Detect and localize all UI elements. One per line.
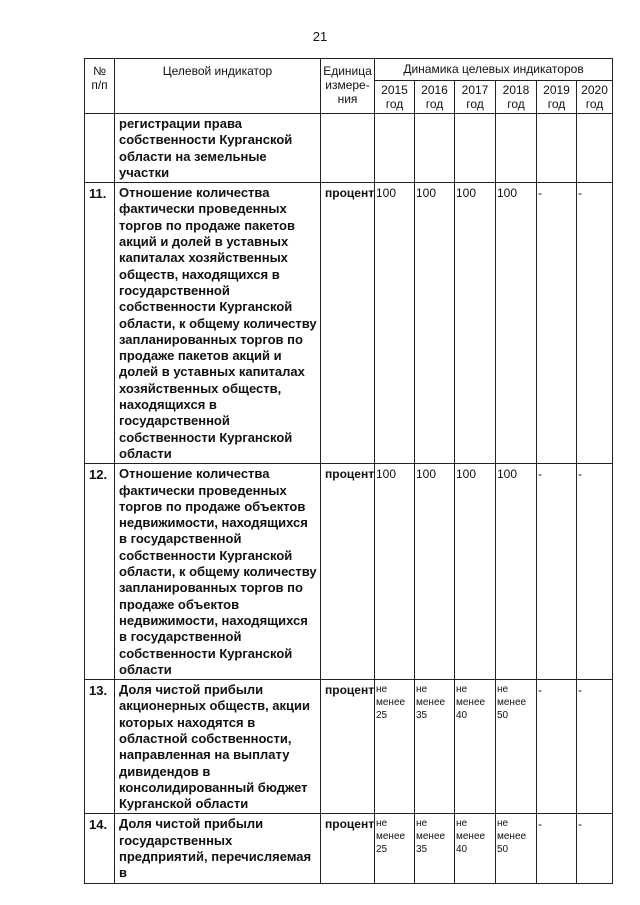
row-value-2018: 100 [496, 464, 537, 680]
row-value-2019 [537, 114, 577, 183]
header-num: № п/п [85, 59, 115, 114]
header-year-2015: 2015 год [375, 81, 415, 114]
row-value-2020 [577, 114, 613, 183]
header-year-2017: 2017 год [455, 81, 496, 114]
row-number: 14. [85, 814, 115, 883]
row-value-2015: 100 [375, 183, 415, 464]
row-value-2018: не менее 50 [496, 814, 537, 883]
row-unit: процент [321, 183, 375, 464]
row-number: 12. [85, 464, 115, 680]
header-year-2018: 2018 год [496, 81, 537, 114]
row-value-2020: - [577, 814, 613, 883]
row-value-2017: не менее 40 [455, 680, 496, 814]
row-value-2019: - [537, 680, 577, 814]
row-number: 11. [85, 183, 115, 464]
row-unit: процент [321, 814, 375, 883]
row-value-2019: - [537, 814, 577, 883]
row-value-2016: не менее 35 [415, 680, 455, 814]
row-number [85, 114, 115, 183]
row-value-2017: не менее 40 [455, 814, 496, 883]
header-year-2016: 2016 год [415, 81, 455, 114]
row-value-2016: не менее 35 [415, 814, 455, 883]
row-value-2018: 100 [496, 183, 537, 464]
row-value-2020: - [577, 183, 613, 464]
row-value-2017: 100 [455, 183, 496, 464]
row-value-2016: 100 [415, 183, 455, 464]
row-unit: процент [321, 464, 375, 680]
row-value-2019: - [537, 464, 577, 680]
row-value-2015: не менее 25 [375, 814, 415, 883]
row-number: 13. [85, 680, 115, 814]
row-value-2015: 100 [375, 464, 415, 680]
row-value-2016 [415, 114, 455, 183]
row-value-2018: не менее 50 [496, 680, 537, 814]
row-value-2020: - [577, 464, 613, 680]
row-value-2018 [496, 114, 537, 183]
table-row [85, 183, 613, 464]
row-indicator: регистрации права собственности Курганской области на земельные участки [115, 114, 321, 183]
row-indicator: Отношение количества фактически проведенных торгов по продаже пакетов акций и долей в уставных капиталах хозяйственных обществ, находящихся в государственной собственности Курганской области, к общему количеству запланированных торгов по продаже пакетов акций и долей в уставных капиталах хозяйственных обществ, находящихся в государственной собственности Курганской области [115, 183, 321, 464]
row-value-2020: - [577, 680, 613, 814]
row-value-2017: 100 [455, 464, 496, 680]
header-indicator: Целевой индикатор [115, 59, 321, 114]
row-indicator: Отношение количества фактически проведенных торгов по продаже объектов недвижимости, находящихся в государственной собственности Курганской области, к общему количеству запланированных торгов по продаже объектов недвижимости, находящихся в государственной собственности Курганской области [115, 464, 321, 680]
header-dynamics: Динамика целевых индикаторов [375, 59, 613, 81]
header-year-2019: 2019 год [537, 81, 577, 114]
header-unit: Единица измере- ния [321, 59, 375, 114]
row-unit: процент [321, 680, 375, 814]
table-row [85, 814, 613, 883]
table-row [85, 680, 613, 814]
table-row [85, 464, 613, 680]
header-year-2020: 2020 год [577, 81, 613, 114]
row-unit [321, 114, 375, 183]
page-number: 21 [312, 29, 328, 44]
row-indicator: Доля чистой прибыли акционерных обществ, акции которых находятся в областной собственности, направленная на выплату дивидендов в консолидированный бюджет Курганской области [115, 680, 321, 814]
target-indicators-table [84, 58, 613, 884]
row-value-2016: 100 [415, 464, 455, 680]
row-value-2019: - [537, 183, 577, 464]
row-indicator: Доля чистой прибыли государственных предприятий, перечисляемая в [115, 814, 321, 883]
table-row [85, 114, 613, 183]
row-value-2015: не менее 25 [375, 680, 415, 814]
row-value-2015 [375, 114, 415, 183]
row-value-2017 [455, 114, 496, 183]
